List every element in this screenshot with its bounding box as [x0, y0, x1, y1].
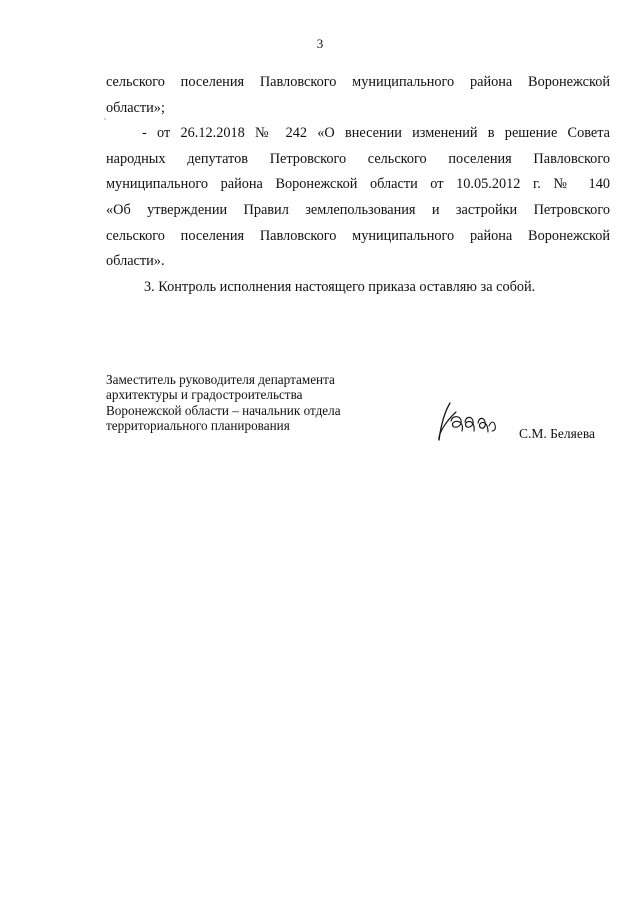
handwritten-signature-icon [434, 390, 506, 450]
signer-position-line: архитектуры и градостроительства [106, 387, 303, 403]
body-line: сельского поселения Павловского муниципального района Воронежской [106, 227, 610, 244]
body-line: сельского поселения Павловского муниципального района Воронежской [106, 74, 610, 90]
body-line: области». [106, 253, 165, 270]
signer-name: С.М. Беляева [519, 426, 596, 441]
body-line: муниципального района Воронежской области от 10.05.2012 г. № 140 [106, 176, 610, 193]
body-line: народных депутатов Петровского сельского поселения Павловского [106, 150, 610, 167]
signer-position-line: Заместитель руководителя департамента [106, 372, 335, 387]
page-number: 3 [316, 36, 324, 51]
body-line: области»; [106, 99, 165, 116]
body-line: 3. Контроль исполнения настоящего приказа оставляю за собой. [144, 278, 536, 295]
signer-position-line: территориального планирования [106, 418, 290, 434]
body-line: «Об утверждении Правил землепользования и застройки Петровского [106, 201, 610, 218]
document-body [106, 70, 610, 300]
body-line: - от 26.12.2018 № 242 «О внесении изменений в решение Совета [142, 125, 610, 142]
signature-position-block [106, 372, 406, 434]
signer-position-line: Воронежской области – начальник отдела [106, 402, 341, 418]
